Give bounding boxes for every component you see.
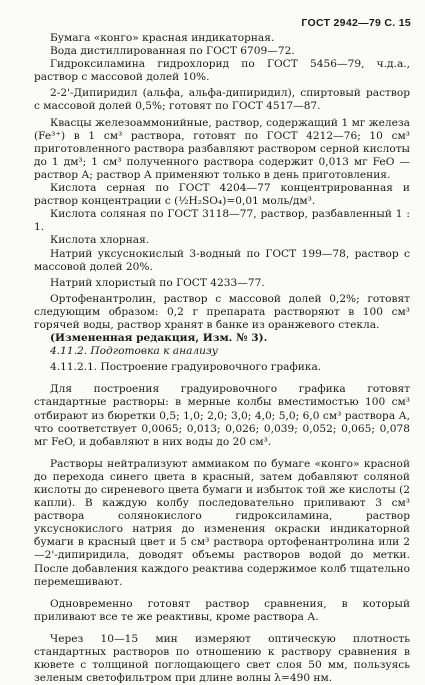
reagent-sodium-acetate: Натрий уксуснокислый 3-водный по ГОСТ 199—78, раствор с массовой долей 20%. bbox=[34, 247, 410, 273]
reagent-sodium-chloride: Натрий хлористый по ГОСТ 4233—77. bbox=[50, 276, 265, 289]
reagent-hydrochloric-acid: Кислота соляная по ГОСТ 3118—77, раствор, разбавленный 1 : 1. bbox=[34, 208, 410, 234]
revision-note: (Измененная редакция, Изм. № 3). bbox=[50, 332, 268, 345]
section-heading-preparation: 4.11.2. Подготовка к анализу bbox=[50, 345, 218, 358]
reagent-iron-alum: Квасцы железоаммонийные, раствор, содержащий 1 мг железа (Fe³⁺) в 1 см³ раствора, готовят по ГОСТ 4212—76; 10 см³ приготовленного раствора разбавляют раствором серной кислоты до 1 дм³; 1 см³ полученного раствора содержит 0,013 мг FeO — раствор А; раствор А применяют только в день приготовления. bbox=[34, 116, 410, 181]
reagent-orthophenanthroline: Ортофенантролин, раствор с массовой долей 0,2%; готовят следующим образом: 0,2 г препарата растворяют в 100 см³ горячей воды, раствор хранят в банке из оранжевого стекла. bbox=[34, 292, 410, 331]
section-heading-calibration: 4.11.2.1. Построение градуировочного графика. bbox=[50, 361, 322, 374]
reagent-distilled-water: Вода дистиллированная по ГОСТ 6709—72. bbox=[50, 45, 295, 58]
paragraph-neutralization: Растворы нейтрализуют аммиаком по бумаге «конго» красной до перехода синего цвета в красный, затем добавляют соляной кислоты до сиреневого цвета бумаги и избыток той же кислоты (2 капли). В каждую колбу последовательно приливают 3 см³ раствора солянокислого гидроксиламина, раствор уксуснокислого натрия до изменения окраски индикаторной бумаги в красный цвет и 5 см³ раствора ортофенантролина или 2—2'-дипиридила, доводят объемы растворов водой до метки. После добавления каждого реактива содержимое колб тщательно перемешивают. bbox=[34, 457, 410, 588]
reagent-dipyridyl: 2-2'-Дипиридил (альфа, альфа-дипиридил), спиртовый раствор с массовой долей 0,5%; готовят по ГОСТ 4517—87. bbox=[34, 87, 410, 113]
paragraph-reference-solution: Одновременно готовят раствор сравнения, в который приливают все те же реактивы, кроме раствора А. bbox=[34, 597, 410, 623]
reagent-sulfuric-acid: Кислота серная по ГОСТ 4204—77 концентрированная и раствор концентрации с (½H₂SO₄)=0,01 моль/дм³. bbox=[34, 182, 410, 208]
page-header: ГОСТ 2942—79 С. 15 bbox=[301, 17, 411, 29]
reagent-congo-paper: Бумага «конго» красная индикаторная. bbox=[50, 32, 275, 44]
document-body bbox=[34, 32, 410, 685]
reagent-hydroxylamine: Гидроксиламина гидрохлорид по ГОСТ 5456—79, ч.д.а., раствор с массовой долей 10%. bbox=[34, 58, 410, 84]
paragraph-standard-solutions: Для построения градуировочного графика готовят стандартные растворы: в мерные колбы вместимостью 100 см³ отбирают из бюретки 0,5; 1,0; 2,0; 3,0; 4,0; 5,0; 6,0 см³ раствора А, что соответствует 0,0065; 0,013; 0,026; 0,039; 0,052; 0,065; 0,078 мг FeO, и добавляют в них воды до 20 см³. bbox=[34, 383, 410, 448]
paragraph-optical-density: Через 10—15 мин измеряют оптическую плотность стандартных растворов по отношению к раствору сравнения в кювете с толщиной поглощающего свет слоя 50 мм, пользуясь зеленым светофильтром при длине волны λ=490 нм. bbox=[34, 632, 410, 685]
reagent-perchloric-acid: Кислота хлорная. bbox=[50, 234, 150, 247]
